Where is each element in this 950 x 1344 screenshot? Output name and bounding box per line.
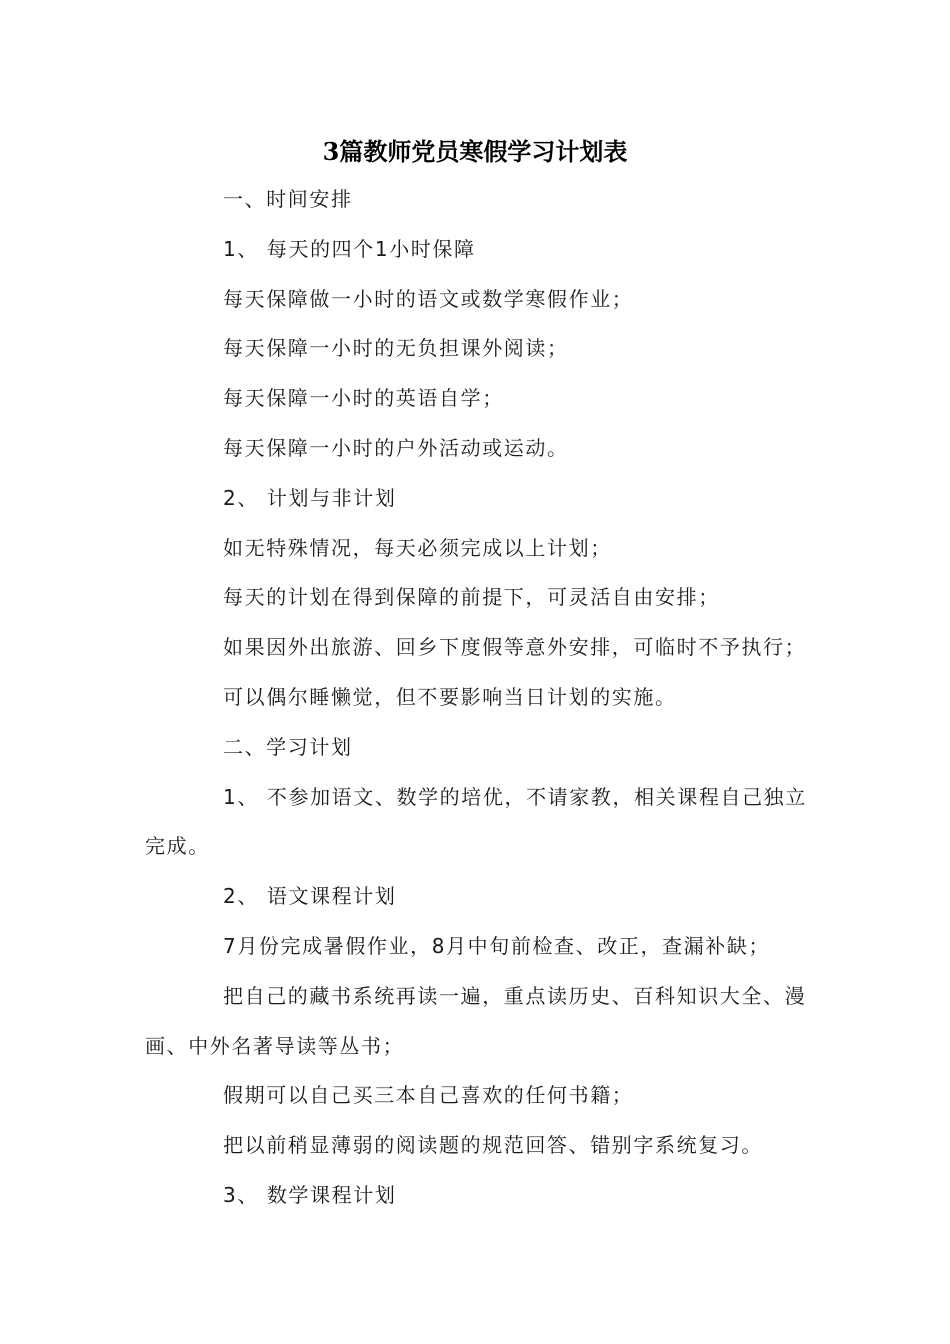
list-item: 假期可以自己买三本自己喜欢的任何书籍； (223, 1083, 634, 1108)
list-item: 把自己的藏书系统再读一遍，重点读历史、百科知识大全、漫画、中外名著导读等丛书； (145, 983, 807, 1058)
section-heading-study: 二、学习计划 (223, 734, 353, 759)
subheading-plan: 2、 计划与非计划 (223, 485, 397, 510)
list-item: 1、 不参加语文、数学的培优，不请家教，相关课程自己独立完成。 (145, 784, 807, 859)
document-title: 3篇教师党员寒假学习计划表 (322, 137, 628, 166)
list-item: 每天保障做一小时的语文或数学寒假作业； (223, 286, 634, 311)
subheading-chinese: 2、 语文课程计划 (223, 884, 397, 909)
list-item: 可以偶尔睡懒觉，但不要影响当日计划的实施。 (223, 684, 677, 709)
list-item: 如果因外出旅游、回乡下度假等意外安排，可临时不予执行； (223, 635, 807, 660)
list-item: 把以前稍显薄弱的阅读题的规范回答、错别字系统复习。 (223, 1133, 763, 1158)
document-body (145, 175, 825, 1221)
subheading-daily-hours: 1、 每天的四个1小时保障 (223, 236, 476, 261)
section-heading-time: 一、时间安排 (223, 187, 353, 211)
subheading-math: 3、 数学课程计划 (223, 1182, 397, 1207)
list-item: 每天保障一小时的户外活动或运动。 (223, 435, 569, 460)
list-item: 每天的计划在得到保障的前提下，可灵活自由安排； (223, 585, 720, 610)
list-item: 如无特殊情况，每天必须完成以上计划； (223, 535, 612, 560)
list-item: 每天保障一小时的英语自学； (223, 386, 504, 411)
list-item: 7月份完成暑假作业，8月中旬前检查、改正，查漏补缺； (223, 933, 771, 958)
list-item: 每天保障一小时的无负担课外阅读； (223, 336, 569, 361)
